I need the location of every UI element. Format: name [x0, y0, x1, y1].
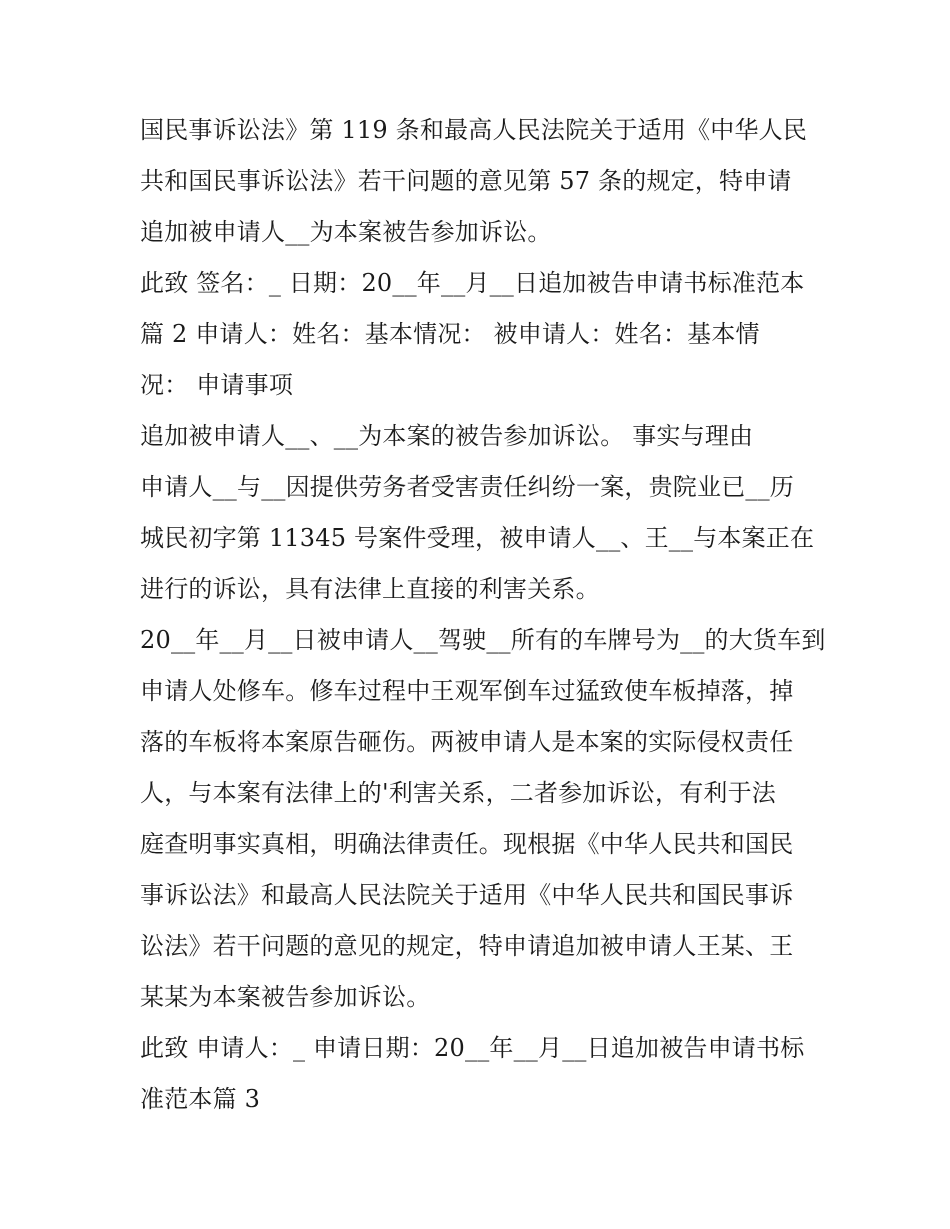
text-line: 此致 申请人：_ 申请日期：20__年__月__日追加被告申请书标: [140, 1034, 805, 1062]
text-line: 人，与本案有法律上的'利害关系，二者参加诉讼，有利于法: [140, 779, 776, 807]
text-line: 进行的诉讼，具有法律上直接的利害关系。: [140, 575, 600, 603]
text-line: 国民事诉讼法》第 119 条和最高人民法院关于适用《中华人民: [140, 116, 808, 144]
text-line: 20__年__月__日被申请人__驾驶__所有的车牌号为__的大货车到: [140, 626, 826, 654]
text-line: 准范本篇 3: [140, 1085, 261, 1113]
text-line: 申请人__与__因提供劳务者受害责任纠纷一案，贵院业已__历: [140, 473, 794, 501]
text-line: 篇 2 申请人：姓名：基本情况： 被申请人：姓名：基本情: [140, 320, 760, 348]
text-line: 申请人处修车。修车过程中王观军倒车过猛致使车板掉落，掉: [140, 677, 794, 705]
text-line: 事诉讼法》和最高人民法院关于适用《中华人民共和国民事诉: [140, 881, 794, 909]
document-body: [140, 105, 826, 1125]
text-line: 城民初字第 11345 号案件受理，被申请人__、王__与本案正在: [140, 524, 815, 552]
text-line: 讼法》若干问题的意见的规定，特申请追加被申请人王某、王: [140, 932, 794, 960]
text-line: 庭查明事实真相，明确法律责任。现根据《中华人民共和国民: [140, 830, 794, 858]
text-line: 共和国民事诉讼法》若干问题的意见第 57 条的规定，特申请: [140, 167, 792, 195]
text-line: 某某为本案被告参加诉讼。: [140, 983, 431, 1011]
text-line: 追加被申请人__为本案被告参加诉讼。: [140, 218, 552, 246]
text-line: 此致 签名：_ 日期：20__年__月__日追加被告申请书标准范本: [140, 269, 805, 297]
text-line: 况： 申请事项: [140, 371, 294, 399]
text-line: 追加被申请人__、__为本案的被告参加诉讼。 事实与理由: [140, 422, 754, 450]
text-line: 落的车板将本案原告砸伤。两被申请人是本案的实际侵权责任: [140, 728, 794, 756]
